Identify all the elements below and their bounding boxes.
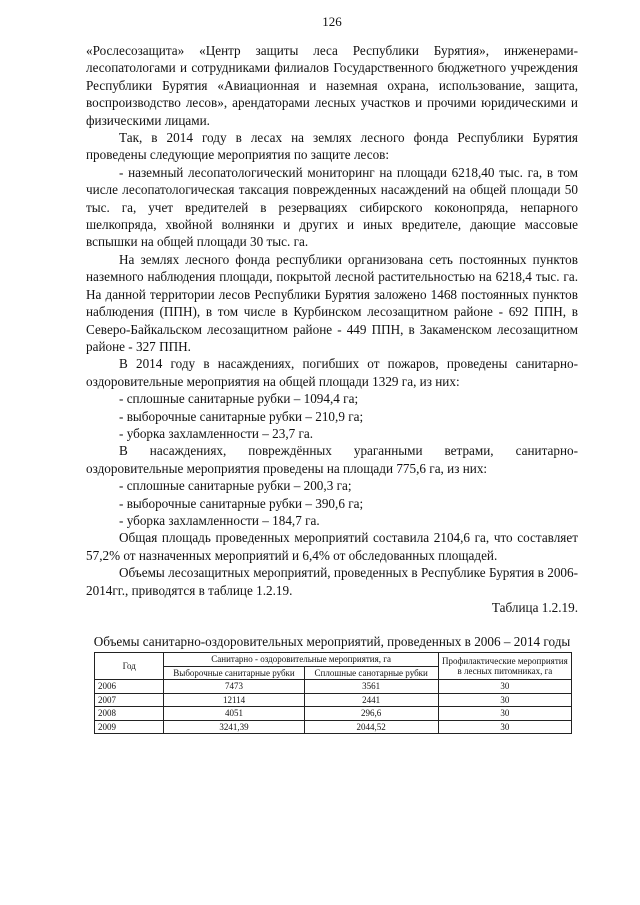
list-item: - сплошные санитарные рубки – 1094,4 га; xyxy=(119,391,359,407)
cell-preventive: 30 xyxy=(438,720,571,734)
table-label: Таблица 1.2.19. xyxy=(491,600,578,615)
cell-selective: 4051 xyxy=(164,707,304,721)
header-year: Год xyxy=(95,653,164,680)
list-item: - сплошные санитарные рубки – 200,3 га; xyxy=(119,478,352,494)
cell-preventive: 30 xyxy=(438,707,571,721)
cell-selective: 12114 xyxy=(164,693,304,707)
sanitary-measures-table xyxy=(94,652,572,734)
cell-clear: 2044,52 xyxy=(304,720,438,734)
cell-year: 2009 xyxy=(95,720,164,734)
list-item: - уборка захламленности – 23,7 га. xyxy=(119,425,314,441)
list-item: - выборочные санитарные рубки – 390,6 га; xyxy=(119,495,364,511)
paragraph: Объемы лесозащитных мероприятий, проведенных в Республике Бурятия в 2006-2014гг., приводятся в таблице 1.2.19. xyxy=(86,565,578,598)
header-selective-cuttings: Выборочные санитарные рубки xyxy=(164,666,304,680)
cell-preventive: 30 xyxy=(438,680,571,694)
table-row xyxy=(95,707,572,721)
cell-year: 2008 xyxy=(95,707,164,721)
paragraph: В насаждениях, повреждённых ураганными ветрами, санитарно-оздоровительные мероприятия проведены на площади 775,6 га, из них: xyxy=(86,443,578,476)
paragraph: На землях лесного фонда республики организована сеть постоянных пунктов наземного наблюдения площади, покрытой лесной растительностью на 6218,4 тыс. га. На данной территории лесов Республики Бурятия заложено 1468 постоянных пунктов наблюдения (ППН), в том числе в Курбинском лесозащитном районе - 692 ППН, в Северо-Байкальском лесозащитном районе - 449 ППН, в Закаменском лесозащитном районе - 327 ППН. xyxy=(86,251,578,354)
paragraph: Так, в 2014 году в лесах на землях лесного фонда Республики Бурятия проведены следующие мероприятия по защите лесов: xyxy=(86,130,578,163)
cell-year: 2007 xyxy=(95,693,164,707)
cell-selective: 7473 xyxy=(164,680,304,694)
cell-clear: 296,6 xyxy=(304,707,438,721)
table-caption: Объемы санитарно-оздоровительных мероприятий, проведенных в 2006 – 2014 годы xyxy=(93,634,571,650)
paragraph: В 2014 году в насаждениях, погибших от пожаров, проведены санитарно-оздоровительные мероприятия на общей площади 1329 га, из них: xyxy=(86,356,578,389)
paragraph: Общая площадь проведенных мероприятий составила 2104,6 га, что составляет 57,2% от назначенных мероприятий и 6,4% от обследованных площадей. xyxy=(86,530,578,563)
cell-year: 2006 xyxy=(95,680,164,694)
cell-clear: 3561 xyxy=(304,680,438,694)
cell-selective: 3241,39 xyxy=(164,720,304,734)
paragraph: - наземный лесопатологический мониторинг на площади 6218,40 тыс. га, в том числе лесопатологическая таксация поврежденных насаждений на общей площади 50 тыс. га, учет вредителей в резервациях сибирского коконопряда, непарного шелкопряда, хвойной волнянки и других и иных вредителе, дающие массовые вспышки на общей площади 30 тыс. га. xyxy=(86,164,578,250)
cell-preventive: 30 xyxy=(438,693,571,707)
table-row xyxy=(95,720,572,734)
page-number: 126 xyxy=(322,14,342,29)
header-sanitary-group: Санитарно - оздоровительные мероприятия, га xyxy=(164,653,438,667)
header-clear-cuttings: Сплошные санотарные рубки xyxy=(304,666,438,680)
table-row xyxy=(95,680,572,694)
body-text xyxy=(86,42,578,599)
list-item: - выборочные санитарные рубки – 210,9 га; xyxy=(119,408,364,424)
table-row xyxy=(95,693,572,707)
list-item: - уборка захламленности – 184,7 га. xyxy=(119,512,320,528)
header-preventive: Профилактические мероприятия в лесных питомниках, га xyxy=(438,653,571,680)
paragraph: «Рослесозащита» «Центр защиты леса Республики Бурятия», инженерами-лесопатологами и сотрудниками филиалов Государственного бюджетного учреждения Республики Бурятия «Авиационная и наземная охрана, использование, защита, воспроизводство лесов», арендаторами лесных участков и прочими юридическими и физическими лицами. xyxy=(86,43,578,128)
table-header-row xyxy=(95,653,572,667)
cell-clear: 2441 xyxy=(304,693,438,707)
